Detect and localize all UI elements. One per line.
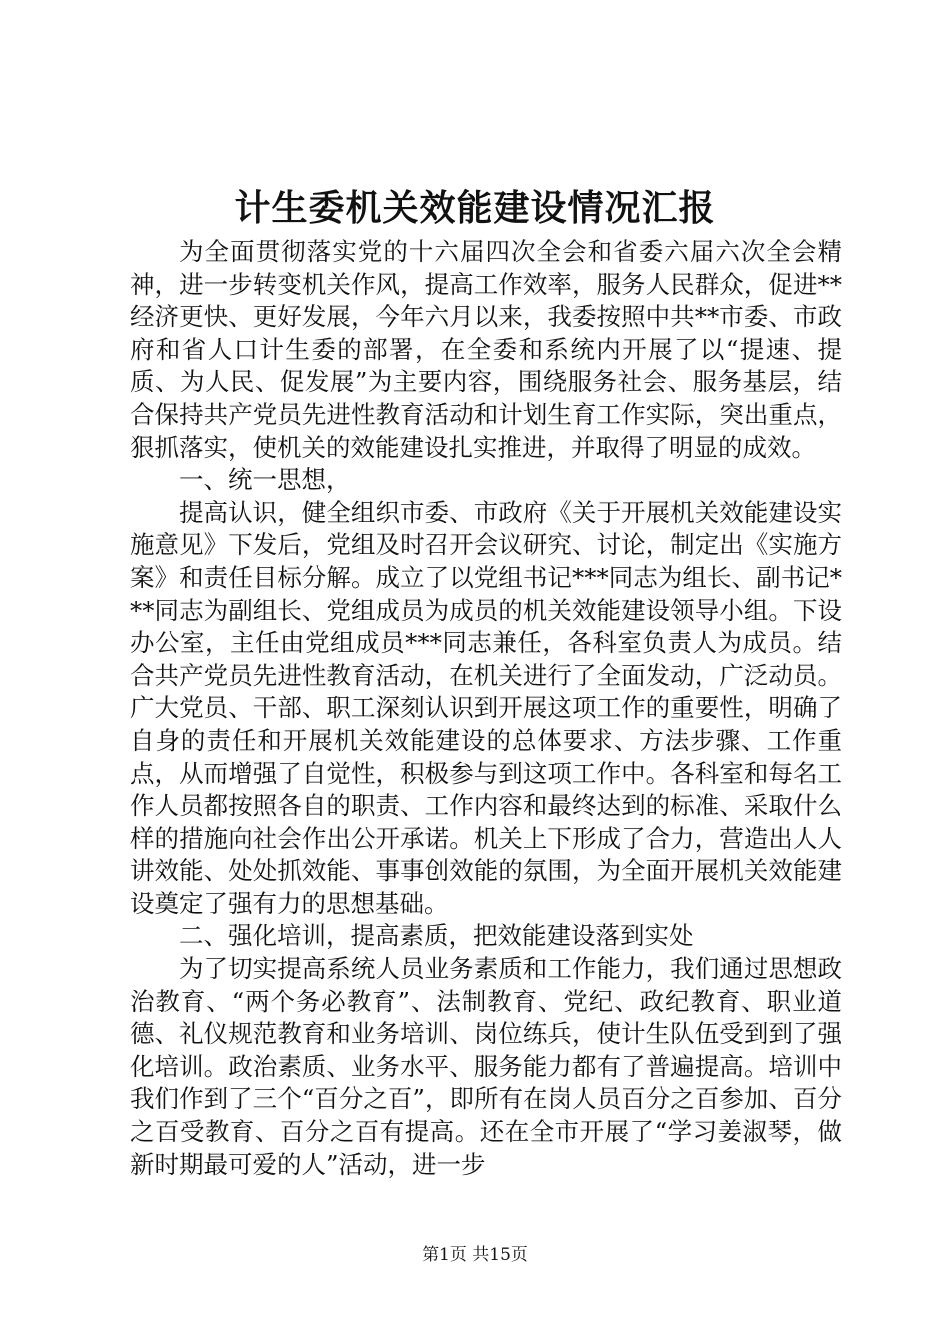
page-number-footer: 第1页 共15页 bbox=[422, 1245, 528, 1265]
document-body bbox=[130, 236, 842, 1181]
section-heading-1: 一、统一思想， bbox=[179, 465, 351, 495]
section-1-paragraph: 提高认识，健全组织市委、市政府《关于开展机关效能建设实施意见》下发后，党组及时召开会议研究、讨论，制定出《实施方案》和责任目标分解。成立了以党组书记***同志为组长、副书记***同志为副组长、党组成员为成员的机关效能建设领导小组。下设办公室，主任由党组成员***同志兼任，各科室负责人为成员。结合共产党员先进性教育活动，在机关进行了全面发动，广泛动员。广大党员、干部、职工深刻认识到开展这项工作的重要性，明确了自身的责任和开展机关效能建设的总体要求、方法步骤、工作重点，从而增强了自觉性，积极参与到这项工作中。各科室和每名工作人员都按照各自的职责、工作内容和最终达到的标准、采取什么样的措施向社会作出公开承诺。机关上下形成了合力，营造出人人讲效能、处处抓效能、事事创效能的氛围，为全面开展机关效能建设奠定了强有力的思想基础。 bbox=[130, 497, 842, 918]
document-title: 计生委机关效能建设情况汇报 bbox=[234, 187, 716, 229]
section-heading-2: 二、强化培训，提高素质，把效能建设落到实处 bbox=[179, 921, 694, 951]
intro-paragraph: 为全面贯彻落实党的十六届四次全会和省委六届六次全会精神，进一步转变机关作风，提高工作效率，服务人民群众，促进**经济更快、更好发展，今年六月以来，我委按照中共**市委、市政府和省人口计生委的部署，在全委和系统内开展了以“提速、提质、为人民、促发展”为主要内容，围绕服务社会、服务基层，结合保持共产党员先进性教育活动和计划生育工作实际，突出重点，狠抓落实，使机关的效能建设扎实推进，并取得了明显的成效。 bbox=[130, 237, 842, 462]
section-2-paragraph: 为了切实提高系统人员业务素质和工作能力，我们通过思想政治教育、“两个务必教育”、法制教育、党纪、政纪教育、职业道德、礼仪规范教育和业务培训、岗位练兵，使计生队伍受到到了强化培训。政治素质、业务水平、服务能力都有了普遍提高。培训中我们作到了三个“百分之百”，即所有在岗人员百分之百参加、百分之百受教育、百分之百有提高。还在全市开展了“学习姜淑琴，做新时期最可爱的人”活动，进一步 bbox=[130, 954, 842, 1179]
